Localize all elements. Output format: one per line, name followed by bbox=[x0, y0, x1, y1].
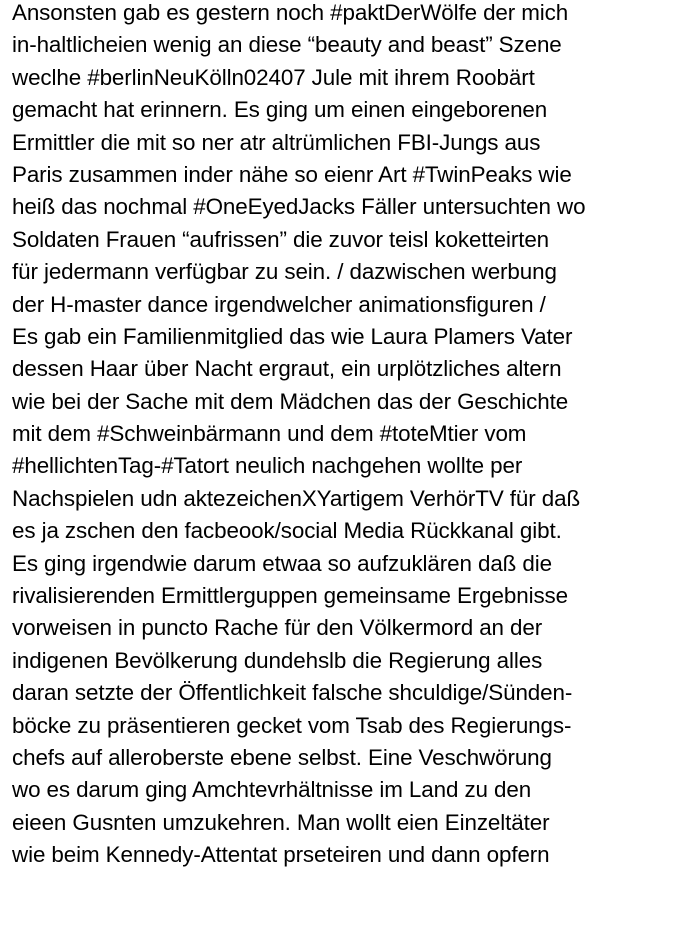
text-line: Soldaten Frauen “aufrissen” die zuvor teisl koketteirten bbox=[12, 226, 550, 252]
text-line: Es gab ein Familienmitglied das wie Laura Plamers Vater bbox=[12, 323, 573, 349]
text-line: weclhe #berlinNeuKölln02407 Jule mit ihrem Roobärt bbox=[12, 64, 535, 90]
text-line: vorweisen in puncto Rache für den Völkermord an der bbox=[12, 615, 543, 641]
text-line: heiß das nochmal #OneEyedJacks Fäller untersuchten wo bbox=[12, 194, 586, 220]
text-line: wie bei der Sache mit dem Mädchen das der Geschichte bbox=[12, 388, 569, 414]
text-line: Nachspielen udn aktezeichenXYartigem VerhörTV für daß bbox=[12, 485, 581, 511]
text-line: gemacht hat erinnern. Es ging um einen eingeborenen bbox=[12, 97, 548, 123]
text-line: Ermittler die mit so ner atr altrümlichen FBI-Jungs aus bbox=[12, 129, 541, 155]
text-line: es ja zschen den facbeook/social Media Rückkanal gibt. bbox=[12, 518, 562, 544]
text-line: rivalisierenden Ermittlerguppen gemeinsame Ergebnisse bbox=[12, 583, 568, 609]
text-line: für jedermann verfügbar zu sein. / dazwischen werbung bbox=[12, 259, 557, 285]
text-line: mit dem #Schweinbärmann und dem #toteMtier vom bbox=[12, 421, 527, 447]
text-line: Paris zusammen inder nähe so eienr Art #TwinPeaks wie bbox=[12, 161, 572, 187]
text-line: #hellichtenTag-#Tatort neulich nachgehen wollte per bbox=[12, 453, 523, 479]
text-line: dessen Haar über Nacht ergraut, ein urplötzliches altern bbox=[12, 356, 562, 382]
text-line: Ansonsten gab es gestern noch #paktDerWölfe der mich bbox=[12, 0, 569, 25]
text-line: böcke zu präsentieren gecket vom Tsab des Regierungs- bbox=[12, 712, 572, 738]
text-line: der H-master dance irgendwelcher animationsfiguren / bbox=[12, 291, 546, 317]
text-line: daran setzte der Öffentlichkeit falsche shculdige/Sünden- bbox=[12, 680, 573, 706]
text-line: in-haltlicheien wenig an diese “beauty and beast” Szene bbox=[12, 32, 562, 58]
text-line: eieen Gusnten umzukehren. Man wollt eien Einzeltäter bbox=[12, 809, 550, 835]
text-line: wo es darum ging Amchtevrhältnisse im Land zu den bbox=[12, 777, 532, 803]
text-line: wie beim Kennedy-Attentat prseteiren und dann opfern bbox=[12, 842, 550, 868]
body-text bbox=[12, 0, 680, 872]
text-line: chefs auf alleroberste ebene selbst. Eine Veschwörung bbox=[12, 744, 552, 770]
text-line: indigenen Bevölkerung dundehslb die Regierung alles bbox=[12, 647, 543, 673]
text-line: Es ging irgendwie darum etwaa so aufzuklären daß die bbox=[12, 550, 552, 576]
